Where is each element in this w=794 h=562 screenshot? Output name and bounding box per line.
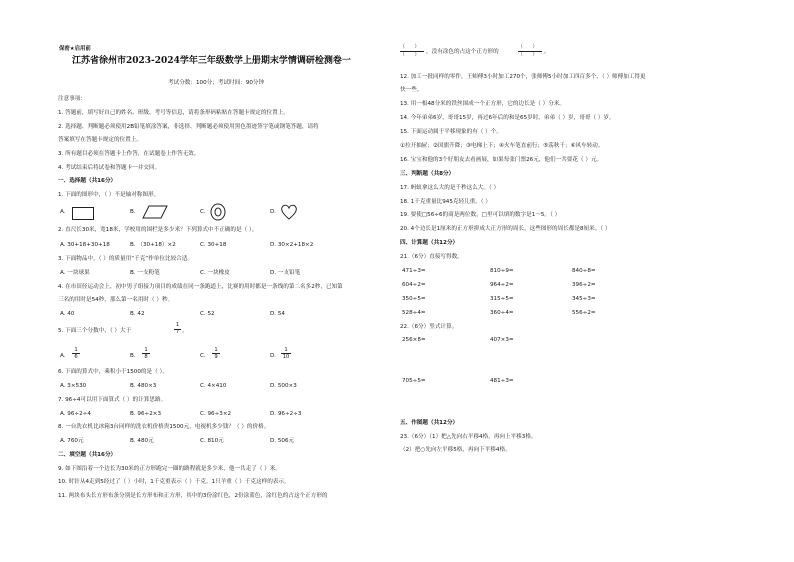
question-11: 11. 两块布头长方形布条分别是长方形布和正方形，其中的3份涂红色，2份涂蓝色，涂红色的占这个正方形的 xyxy=(58,493,328,499)
option: D. 96÷2÷3 xyxy=(270,411,302,417)
fraction-denominator: 7 xyxy=(175,328,180,335)
question-19: 19. 要使□56÷6的商是两位数，□里可以填的数字是1～5。（ ） xyxy=(400,212,561,218)
question-17: 17. 蚂蚁拿这么大的是千秒这么大。（ ） xyxy=(400,185,500,191)
option: B. 一支粉笔 xyxy=(130,270,160,276)
question-18: 18. 1千克重量比945克轻几重。（ ） xyxy=(400,199,492,205)
notes-heading: 注意事项： xyxy=(58,96,86,102)
fraction-tail: 。 xyxy=(544,49,550,55)
ellipse-ring-shape xyxy=(210,203,226,221)
question-9: 9. 如下图沿着一个边长为30米的正方形跑完一圈的路程就是多少米，他一共走了（ ）米。 xyxy=(58,466,281,472)
oral-calc: 360÷4= xyxy=(490,310,514,316)
question-14: 14. 今年弟弟6岁，哥哥15岁，再过6年后的和是65岁时，弟弟（ ）岁，哥哥（ ）岁。 xyxy=(400,115,615,121)
option-label: D. xyxy=(270,209,277,215)
vertical-calc: 705÷5= xyxy=(402,378,426,384)
note-item: 2. 选择题、判断题必须使用2B铅笔填涂答案，非选择、判断题必须使用黑色墨迹签字笔或钢笔答题，请将 xyxy=(58,124,319,130)
option-label: B. xyxy=(130,209,136,215)
oral-calc: 396÷2= xyxy=(572,282,596,288)
question-1: 1. 下面的图形中，（ ）不是轴对称图形。 xyxy=(58,192,160,198)
vertical-calc: 481÷3= xyxy=(490,378,514,384)
question-15: 15. 下面运动属于平移现象的有（ ）个。 xyxy=(400,129,502,135)
option: B. 480元 xyxy=(130,438,154,444)
note-item: 4. 考试结束后将试卷和答题卡一并交回。 xyxy=(58,165,161,171)
parallelogram-shape xyxy=(142,205,168,219)
option: B. 96÷2×3 xyxy=(130,411,162,417)
blank-fraction: （ ） （ ） xyxy=(518,44,542,59)
fraction xyxy=(142,347,150,360)
question-7: 7. 96÷4可以用下面算式（ ）的计算思路。 xyxy=(58,397,167,403)
section-heading: 三、判断题（共8分） xyxy=(400,171,455,177)
option: B. 480×3 xyxy=(130,383,157,389)
oral-calc: 810÷9= xyxy=(490,268,514,274)
question-22: 22.（6分）竖式计算。 xyxy=(400,324,458,330)
heart-shape xyxy=(280,203,298,221)
option: C. 一块橡皮 xyxy=(200,270,230,276)
oral-calc: 315÷5= xyxy=(490,296,514,302)
question-3: 3. 下面物品中，（ ）的质量用“千克”作单位比较合适。 xyxy=(58,256,193,262)
note-item: 答案填写在答题卡规定的位置上。 xyxy=(58,137,142,143)
option: C. 30+18 xyxy=(200,242,227,248)
option: D. 一支铅笔 xyxy=(270,270,301,276)
question-23-part2: （2）把○先向左平移5格，再向下平移4格。 xyxy=(400,447,511,453)
oral-calc: 556÷2= xyxy=(572,310,596,316)
fraction xyxy=(174,323,181,335)
question-15-list: ①拉开抽屉；②国旗升降；③电梯上下；④火车笔直前行；⑤荡秋千；⑥风车转动。 xyxy=(400,143,604,149)
option-label: A. xyxy=(60,209,66,215)
option: C. 52 xyxy=(200,311,215,317)
question-12: 12. 加工一批同样的零件，王师傅3小时加工270个，张师傅5小时加工四百多个，（ ）师傅加工得更 xyxy=(400,74,646,80)
oral-calc: 345÷3= xyxy=(572,296,596,302)
fraction xyxy=(72,347,80,360)
section-heading: 五、作图题（共12分） xyxy=(400,420,459,426)
option: A. 40 xyxy=(60,311,75,317)
blank-fraction: （ ） （ ） xyxy=(400,44,424,59)
fraction-numerator: 1 xyxy=(72,347,80,354)
section-heading: 一、选择题（共16分） xyxy=(58,178,117,184)
section-heading: 四、计算题（共12分） xyxy=(400,240,459,246)
question-16: 16. 宝宝和他的3个好朋友去看画展，如果每张门票26元，他们一共要花（ ）元。 xyxy=(400,157,603,163)
option: A. 一块球果 xyxy=(60,270,90,276)
question-10: 10. 时针从4走到5经过了（ ）小时，1千克重表示（ ）千克。1只羊重（ ）千克这样的表示。 xyxy=(58,479,290,485)
option: D. 54 xyxy=(270,311,285,317)
option-label: D. xyxy=(270,353,277,359)
option: A. 30+18+30+18 xyxy=(60,242,110,248)
option: D. 506元 xyxy=(270,438,295,444)
oral-calc: 964÷2= xyxy=(490,282,514,288)
exam-info: 考试分数：100分；考试时间：90分钟 xyxy=(168,80,265,86)
option: C. 810元 xyxy=(200,438,224,444)
fraction-denominator: 9 xyxy=(214,354,218,360)
question-2: 2. 直尺长30米，宽18米，学校用的围栏是多少米？下列算式中不正确的是（ ）。 xyxy=(58,227,258,233)
fraction xyxy=(281,347,291,360)
question-13: 13. 用一根48分米的铁丝围成一个正方形，它的边长是（ ）分米。 xyxy=(400,101,566,107)
option: A. 96÷2÷4 xyxy=(60,411,91,417)
note-item: 1. 答题前，填写好自己的姓名、班级、考号等信息，请将条形码粘贴在答题卡规定的位置上。 xyxy=(58,110,289,116)
option: A. 760元 xyxy=(60,438,84,444)
vertical-calc: 256×8= xyxy=(402,337,426,343)
rectangle-shape xyxy=(72,207,94,220)
confidential-mark: 保密★启用前 xyxy=(59,46,91,52)
oral-calc: 528÷4= xyxy=(402,310,426,316)
option-label: C. xyxy=(200,353,206,359)
question-23: 23.（6分）（1）把△先向右平移4格，再向上平移3格。 xyxy=(400,434,537,440)
fraction-numerator: 1 xyxy=(281,347,291,354)
option-label: B. xyxy=(130,353,136,359)
option: B. 42 xyxy=(130,311,145,317)
fraction xyxy=(212,347,220,360)
oral-calc: 471÷3= xyxy=(402,268,426,274)
question-21: 21.（6分）直接写得数。 xyxy=(400,254,463,260)
oral-calc: 604÷2= xyxy=(402,282,426,288)
option-label: A. xyxy=(60,353,66,359)
fraction-numerator: 1 xyxy=(175,322,180,328)
option: C. 4×410 xyxy=(200,383,227,389)
fraction-denominator: 10 xyxy=(282,354,290,360)
question-5-tail: 。 xyxy=(182,328,188,334)
fraction-numerator: 1 xyxy=(212,347,220,354)
option: C. 96÷3×2 xyxy=(200,411,232,417)
option: D. 500×3 xyxy=(270,383,297,389)
note-item: 3. 所有题目必须在答题卡上作答，在试题卷上作答无效。 xyxy=(58,151,200,157)
fraction-text: ，没有涂色的占这个正方形的 xyxy=(426,49,499,55)
option: D. 30×2+18×2 xyxy=(270,242,314,248)
question-12-cont: 快一些。 xyxy=(400,87,423,93)
oral-calc: 840÷8= xyxy=(572,268,596,274)
fraction-denominator: 8 xyxy=(144,354,148,360)
oral-calc: 350÷5= xyxy=(402,296,426,302)
vertical-calc: 407×3= xyxy=(490,337,514,343)
fraction-denominator: 6 xyxy=(74,354,78,360)
question-6: 6. 下面的算式中，乘积小于1500的是（ ）。 xyxy=(58,369,168,375)
question-20: 20. 4个边长是1厘米的正方形拼成大正方形的周长，这些图形的周长都是8厘米。（ ） xyxy=(400,226,611,232)
option: B. （30+18）×2 xyxy=(130,242,176,248)
question-4: 4. 在市田径运动会上，初中男子组接力项目的成绩在同一条跑道上，比赛的用时都是一条线的第二名多2秒，已知第 xyxy=(58,284,343,290)
fraction-numerator: 1 xyxy=(142,347,150,354)
option: A. 3×530 xyxy=(60,383,87,389)
exam-title: 江苏省徐州市2023-2024学年三年级数学上册期末学情调研检测卷一 xyxy=(72,56,351,66)
option-label: C. xyxy=(200,209,206,215)
question-5: 5. 下面三个分数中，（ ）大于 xyxy=(58,328,132,334)
question-4-cont: 三名的用时是54秒，那么第一名用时（ ）秒。 xyxy=(58,297,174,303)
question-8: 8. 一台洗衣机比冰箱3台同样的洗衣机价格贵1500元，电视机多少钱？（ ）的价格。 xyxy=(58,424,270,430)
section-heading: 二、填空题（共16分） xyxy=(58,452,117,458)
